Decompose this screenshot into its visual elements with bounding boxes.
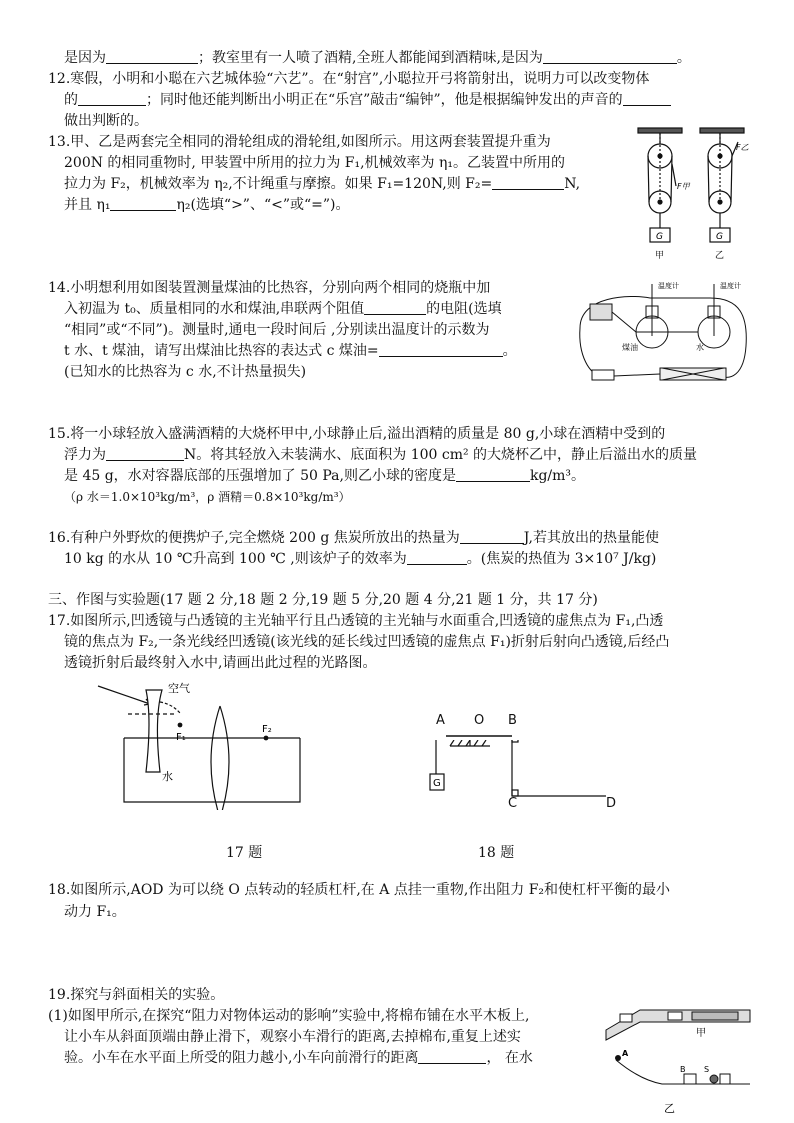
q12-line-3: 做出判断的。	[64, 113, 148, 129]
q15-blank-2[interactable]	[456, 467, 530, 482]
q12-blank-1[interactable]	[78, 91, 146, 106]
q13-text-c: 并且 η₁	[64, 197, 111, 213]
q16-text-d: 。(焦炭的热值为 3×10⁷ J/kg)	[466, 551, 657, 567]
q19-blank-1[interactable]	[418, 1049, 486, 1064]
q14-blank-2[interactable]	[379, 342, 503, 357]
lever-G-label: G	[433, 778, 441, 789]
q19-line-4	[64, 1048, 533, 1068]
q12-blank-2[interactable]	[623, 91, 671, 106]
q13-line-4	[64, 195, 350, 215]
pulley-G-label-2: G	[716, 232, 723, 242]
lever-A-label: A	[436, 713, 445, 728]
slope-jia-label: 甲	[696, 1028, 706, 1039]
q13-line-3	[64, 174, 580, 194]
q12-line-2	[64, 90, 671, 110]
q11-text-a: 是因为	[64, 50, 106, 66]
q15-line-2	[64, 445, 697, 465]
q16-text-c: 10 kg 的水从 10 ℃升高到 100 ℃ ,则该炉子的效率为	[64, 551, 407, 567]
q14-line-3: “相同”或“不同”)。测量时,通电一段时间后 ,分别读出温度计的示数为	[64, 322, 490, 338]
air-label: 空气	[168, 682, 190, 695]
lever-C-label: C	[508, 796, 518, 811]
kerosene-label: 煤油	[622, 343, 638, 352]
q15-blank-1[interactable]	[106, 446, 184, 461]
q11-line	[64, 48, 691, 68]
slope-A-label: A	[622, 1049, 629, 1058]
lever-B-label: B	[508, 713, 517, 728]
q19-text-a: 验。小车在水平面上所受的阻力越小,小车向前滑行的距离	[64, 1050, 419, 1066]
q15-text-d: kg/m³。	[529, 468, 586, 484]
F2-point	[264, 736, 269, 741]
q15-text-c: 是 45 g，水对容器底部的压强增加了 50 Pa,则乙小球的密度是	[64, 468, 456, 484]
q14-line-4	[64, 341, 517, 361]
q14-line-5: (已知水的比热容为 c 水,不计热量损失)	[64, 364, 307, 380]
q14-line-2	[64, 299, 502, 319]
figure-18-caption: 18 题	[478, 845, 515, 861]
lens-F1-label: F₁	[176, 732, 186, 743]
q11-blank-1[interactable]	[106, 49, 198, 64]
q15-text-a: 浮力为	[64, 447, 106, 463]
lever-bar	[446, 730, 516, 742]
q17-line-2: 镜的焦点为 F₂,一条光线经凹透镜(该光线的延长线过凹透镜的虚焦点 F₁)折射后射向凸透镜,后经凸	[64, 634, 670, 650]
q15-line-3	[64, 466, 585, 486]
q12-text-b: ；同时他还能判断出小明正在“乐宫”敲击“编钟”，他是根据编钟发出的声音的	[146, 92, 623, 108]
q19-line-3: 让小车从斜面顶端由静止滑下，观察小车滑行的距离,去掉棉布,重复上述实	[64, 1029, 521, 1045]
q13-blank-2[interactable]	[110, 196, 176, 211]
q17-line-3: 透镜折射后最终射入水中,请画出此过程的光路图。	[64, 655, 377, 671]
q11-text-b: ；教室里有一人喷了酒精,全班人都能闻到酒精味,是因为	[198, 50, 543, 66]
q12-text-a: 的	[64, 92, 78, 108]
q15-text-b: N。将其轻放入未装满水、底面积为 100 cm² 的大烧杯乙中，静止后溢出水的质量	[184, 447, 698, 463]
lever-O-label: O	[474, 713, 485, 728]
q13-text-d: η₂(选填“>”、“<”或“=”)。	[176, 197, 350, 213]
water-label: 水	[696, 343, 704, 352]
pulley-jia-label: 甲	[655, 251, 665, 261]
q11-text-c: 。	[676, 50, 691, 66]
lens-figure	[90, 680, 320, 810]
q13-text-a: 拉力为 F₂，机械效率为 η₂,不计绳重与摩擦。如果 F₁=120N,则 F₂=	[64, 176, 493, 192]
lever-figure	[428, 740, 628, 810]
q14-blank-1[interactable]	[364, 300, 426, 315]
q18-line-1: 18.如图所示,AOD 为可以绕 O 点转动的轻质杠杆,在 A 点挂一重物,作出阻力 F₂和使杠杆平衡的最小	[48, 882, 671, 898]
slope-figure	[600, 1000, 760, 1120]
thermometer-label-2: 温度计	[720, 282, 741, 290]
q16-blank-2[interactable]	[407, 550, 467, 565]
pulley-figure	[630, 124, 760, 264]
q11-blank-2[interactable]	[543, 49, 677, 64]
q15-line-4: （ρ 水＝1.0×10³kg/m³，ρ 酒精＝0.8×10³kg/m³）	[64, 490, 351, 504]
q13-line-1: 13.甲、乙是两套完全相同的滑轮组成的滑轮组,如图所示。用这两套装置提升重为	[48, 134, 551, 150]
q14-text-d: 。	[502, 343, 517, 359]
q16-text-a: 16.有种户外野炊的便携炉子,完全燃烧 200 g 焦炭所放出的热量为	[48, 530, 460, 546]
q14-text-a: 入初温为 t₀、质量相同的水和煤油,串联两个阻值	[64, 301, 365, 317]
slope-ball	[615, 1055, 621, 1061]
q12-line-1: 12.寒假，小明和小聪在六艺城体验“六艺”。在“射宫”,小聪拉开弓将箭射出，说明力可以改变物体	[48, 71, 650, 87]
q16-text-b: J,若其放出的热量能使	[523, 530, 659, 546]
slope-yi-label: 乙	[664, 1102, 675, 1115]
q13-blank-1[interactable]	[492, 175, 564, 190]
q14-line-1: 14.小明想利用如图装置测量煤油的比热容，分别向两个相同的烧瓶中加	[48, 280, 491, 296]
q14-text-b: 的电阻(选填	[426, 301, 502, 317]
slope-S-label: S	[704, 1065, 710, 1074]
q16-line-1	[48, 528, 659, 548]
F1-point	[178, 723, 183, 728]
q15-line-1: 15.将一小球轻放入盛满酒精的大烧杯甲中,小球静止后,溢出酒精的质量是 80 g,小球在酒精中受到的	[48, 426, 666, 442]
thermometer-label-1: 温度计	[658, 282, 679, 290]
pulley-yi-label: 乙	[715, 251, 725, 261]
lens-F2-label: F₂	[262, 724, 272, 735]
q16-line-2	[64, 549, 656, 569]
heating-circuit-figure	[570, 276, 760, 392]
section-3-heading: 三、作图与实验题(17 题 2 分,18 题 2 分,19 题 5 分,20 题 4 分,21 题 1 分，共 17 分)	[48, 592, 598, 608]
lever-D-label: D	[606, 796, 617, 811]
q19-line-2: (1)如图甲所示,在探究“阻力对物体运动的影响”实验中,将棉布铺在水平木板上,	[48, 1008, 530, 1024]
q19-text-b: ， 在水	[486, 1050, 533, 1066]
slope-B-label: B	[680, 1065, 686, 1074]
q14-text-c: t 水、t 煤油，请写出煤油比热容的表达式 c 煤油=	[64, 343, 379, 359]
q16-blank-1[interactable]	[460, 529, 524, 544]
pulley-G-label-1: G	[656, 232, 663, 242]
q13-line-2: 200N 的相同重物时, 甲装置中所用的拉力为 F₁,机械效率为 η₁。乙装置中所用的	[64, 155, 565, 171]
pulley-F2-label: F乙	[736, 143, 749, 152]
q13-text-b: N,	[564, 176, 581, 192]
lens-water-label: 水	[162, 770, 173, 783]
q17-line-1: 17.如图所示,凹透镜与凸透镜的主光轴平行且凸透镜的主光轴与水面重合,凹透镜的虚焦点为 F₁,凸透	[48, 613, 664, 629]
figure-17-caption: 17 题	[226, 845, 263, 861]
q19-line-1: 19.探究与斜面相关的实验。	[48, 987, 225, 1003]
q18-line-2: 动力 F₁。	[64, 904, 126, 920]
pulley-F1-label: F甲	[677, 182, 690, 191]
